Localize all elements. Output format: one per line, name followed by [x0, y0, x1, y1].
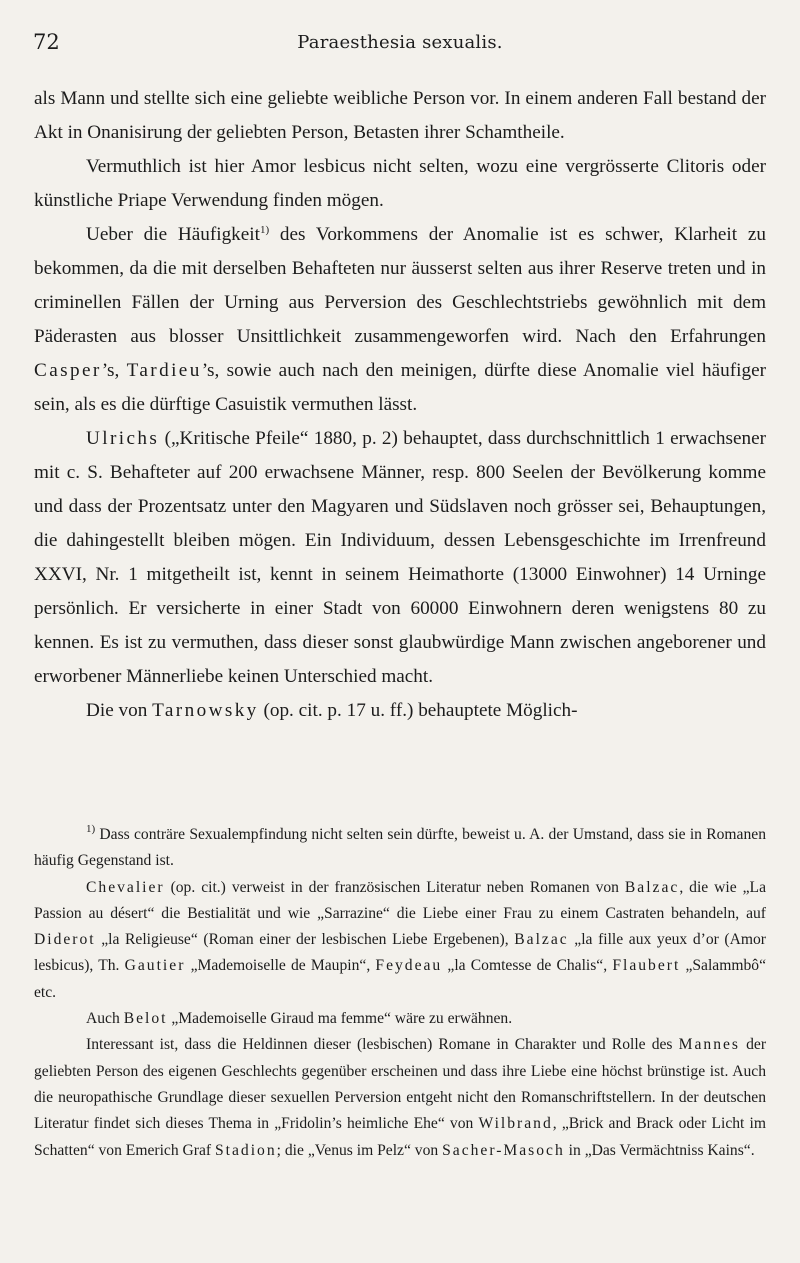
text: , „Brick and Brack oder Licht im Schatten“ von Emerich Graf — [34, 1115, 767, 1159]
text: („Kritische Pfeile“ 1880, p. 2) behauptet, dass durchschnittlich 1 erwachsener mit c. S. Behafteter auf 200 erwachsene Männer, resp. 800 Seelen der Bevölkerung komme und dass der Prozentsatz unter den Magyaren und Südslaven noch grösser sei, Behauptungen, die dahingestellt bleiben mögen. Ein Individuum, dessen Lebensgeschichte im Irrenfreund XXVI, Nr. 1 mitgetheilt ist, kennt in seinem Heimathorte (13000 Einwohner) 14 Urninge persönlich. Er versicherte in einer Stadt von 60000 Einwohnern deren wenigstens 80 zu kennen. Es ist zu vermuthen, dass dieser sonst glaubwürdige Mann zwischen angeborener und erworbener Männerliebe keinen Unterschied macht. — [34, 428, 766, 687]
footnotes — [34, 822, 766, 1164]
author-name: Ulrichs — [86, 428, 160, 449]
author-name: Casper — [34, 360, 102, 381]
text: Auch — [86, 1010, 124, 1028]
text: ’s, sowie auch nach den meinigen, dürfte diese Anomalie viel häufiger sein, als es die dürftige Casuistik vermuthen lässt. — [34, 360, 766, 415]
author-name: Sacher-Masoch — [442, 1141, 565, 1159]
footnote-marker: 1) — [86, 823, 96, 835]
running-title: Paraesthesia sexualis. — [297, 32, 503, 53]
footnote-paragraph-3 — [34, 1006, 766, 1032]
text: (op. cit. p. 17 u. ff.) behauptete Möglich- — [258, 700, 578, 721]
author-name: Balzac — [514, 931, 569, 949]
text: (op. cit.) verweist in der französischen Literatur neben Romanen von — [164, 878, 625, 896]
text: „la Comtesse de Chalis“, — [442, 957, 613, 975]
author-name: Diderot — [34, 931, 96, 949]
text: des Vorkommens der Anomalie ist es schwer, Klarheit zu bekommen, da die mit derselben Behafteten nur äusserst selten aus ihrer Reserve treten und in criminellen Fällen der Urning aus Perversion des Geschlechtstriebs gewöhnlich mit dem Päderasten aus blosser Unsittlichkeit zusammengeworfen wird. Nach den Erfahrungen — [34, 224, 766, 347]
text: Die von — [86, 700, 153, 721]
paragraph-4 — [34, 422, 766, 694]
author-name: Flaubert — [612, 957, 681, 975]
text: „la fille aux yeux d’or (Amor lesbicus), Th. — [34, 931, 766, 975]
author-name: Stadion — [215, 1141, 277, 1159]
footnote-paragraph-2 — [34, 875, 766, 1006]
text: „Salammbô“ etc. — [34, 957, 766, 1001]
text: der geliebten Person des eigenen Geschlechts gegenüber erscheinen und dass ihre Liebe eine höchst brünstige ist. Auch die neuropathische Grundlage dieser sexuellen Perversion entgeht nicht den Romanschriftstellern. In der deutschen Literatur findet sich dieses Thema in „Fridolin’s heimliche Ehe“ von — [34, 1036, 767, 1133]
author-name: Wilbrand — [478, 1115, 553, 1133]
text: in „Das Vermächtniss Kains“. — [564, 1141, 755, 1159]
text: „Mademoiselle Giraud ma femme“ wäre zu erwähnen. — [167, 1010, 513, 1028]
text: ’s, — [101, 360, 127, 381]
emphasized-word: Mannes — [678, 1036, 740, 1054]
text: „Mademoiselle de Maupin“, — [185, 957, 376, 975]
author-name: Belot — [123, 1010, 168, 1028]
footnote-marker: 1) — [259, 224, 270, 236]
paragraph-2: Vermuthlich ist hier Amor lesbicus nicht selten, wozu eine vergrösserte Clitoris oder künstliche Priape Verwendung finden mögen. — [34, 156, 766, 211]
text: Dass conträre Sexualempfindung nicht selten sein dürfte, beweist u. A. der Umstand, dass sie in Romanen häufig Gegenstand ist. — [34, 826, 766, 870]
text: „la Religieuse“ (Roman einer der lesbischen Liebe Ergebenen), — [95, 931, 515, 949]
author-name: Feydeau — [375, 957, 443, 975]
page-number: 72 — [33, 30, 60, 54]
author-name: Tarnowsky — [152, 700, 259, 721]
text: ; die „Venus im Pelz“ von — [276, 1141, 443, 1159]
footnote-1 — [34, 822, 766, 875]
paragraph-1: als Mann und stellte sich eine geliebte weibliche Person vor. In einem anderen Fall bestand der Akt in Onanisirung der geliebten Person, Betasten ihrer Schamtheile. — [34, 88, 766, 143]
main-text — [34, 82, 766, 728]
page-header — [0, 28, 800, 58]
author-name: Chevalier — [86, 878, 165, 896]
paragraph-3 — [34, 218, 766, 422]
text: Interessant ist, dass die Heldinnen dieser (lesbischen) Romane in Charakter und Rolle des — [86, 1036, 679, 1054]
author-name: Balzac — [624, 878, 680, 896]
paragraph-5 — [34, 694, 766, 728]
text: , die wie „La Passion au désert“ die Bestialität und wie „Sarrazine“ die Liebe einer Frau zu einem Castraten behandeln, auf — [34, 878, 766, 922]
author-name: Gautier — [124, 957, 186, 975]
footnote-paragraph-4 — [34, 1032, 766, 1163]
author-name: Tardieu — [126, 360, 202, 381]
text: Ueber die Häufigkeit — [86, 224, 260, 245]
